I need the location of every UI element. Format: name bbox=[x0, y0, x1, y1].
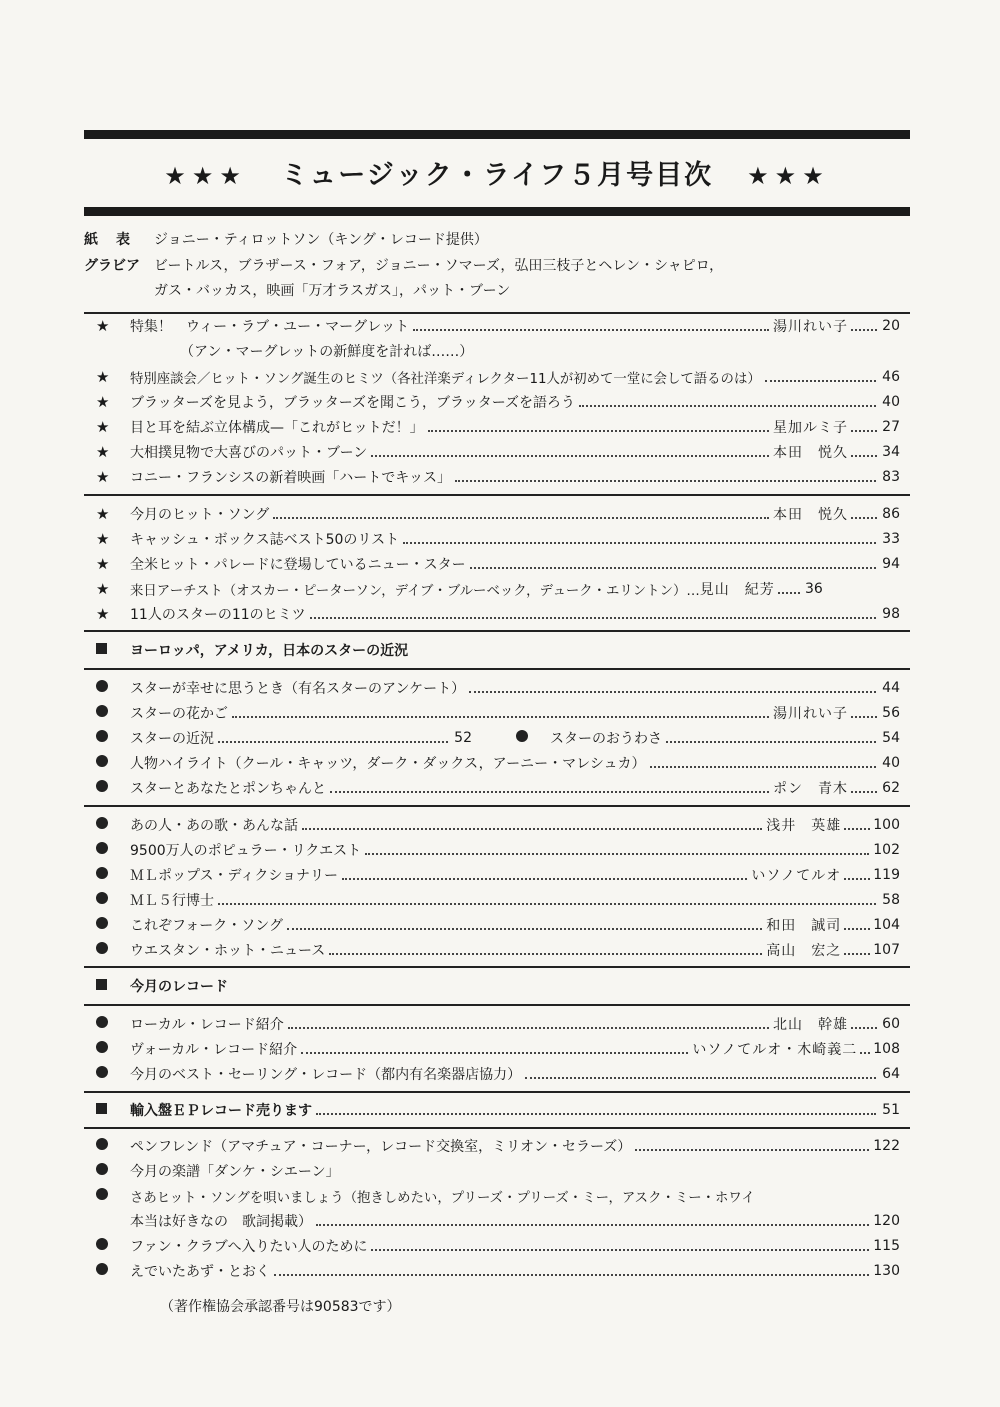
leader-dots bbox=[232, 715, 769, 718]
leader-dots bbox=[778, 591, 800, 594]
section-title: ヨーロッパ，アメリカ，日本のスターの近況 bbox=[130, 643, 409, 659]
entry-title: これぞフォーク・ソング bbox=[130, 918, 284, 934]
entry-page: 108 bbox=[873, 1041, 900, 1057]
entry-title: ヴォーカル・レコード紹介 bbox=[130, 1042, 298, 1058]
leader-dots bbox=[844, 827, 870, 830]
leader-dots bbox=[302, 827, 762, 830]
entry-title: えでいたあず・とおく bbox=[130, 1264, 270, 1280]
divider bbox=[84, 966, 910, 968]
entry-author: 高山 宏之 bbox=[766, 943, 842, 959]
section-header bbox=[96, 637, 900, 663]
cover-line bbox=[84, 227, 488, 253]
divider bbox=[84, 494, 910, 496]
circle-bullet-icon bbox=[96, 867, 130, 883]
gravure-label: グラビア bbox=[84, 258, 140, 274]
toc-entry[interactable] bbox=[96, 526, 900, 552]
circle-bullet-icon bbox=[96, 917, 130, 933]
leader-dots bbox=[274, 1273, 869, 1276]
entry-title: スターとあなたとポンちゃんと bbox=[130, 781, 326, 797]
toc-entry[interactable] bbox=[96, 912, 900, 938]
section-title: 輸入盤ＥＰレコード売ります bbox=[130, 1103, 312, 1119]
entry-page: 60 bbox=[882, 1016, 900, 1032]
leader-dots bbox=[403, 541, 876, 544]
entry-page: 44 bbox=[882, 680, 900, 696]
entry-author: 見山 紀芳 bbox=[699, 582, 775, 598]
toc-entry[interactable] bbox=[516, 725, 900, 751]
entry-page: 107 bbox=[873, 942, 900, 958]
entry-author: いソノてルオ bbox=[751, 868, 842, 884]
star-icon bbox=[96, 393, 130, 411]
leader-dots bbox=[218, 740, 448, 743]
square-bullet-icon bbox=[96, 642, 130, 658]
cover-label: 紙 表 bbox=[84, 232, 132, 248]
toc-entry[interactable] bbox=[96, 389, 900, 415]
circle-bullet-icon bbox=[96, 842, 130, 858]
circle-bullet-icon bbox=[516, 730, 550, 746]
entry-title: 9500万人のポピュラー・リクエスト bbox=[130, 843, 362, 859]
circle-bullet-icon bbox=[96, 1016, 130, 1032]
entry-title: 本当は好きなの 歌詞掲載） bbox=[130, 1214, 312, 1230]
square-bullet-icon bbox=[96, 1102, 130, 1118]
leader-dots bbox=[851, 328, 877, 331]
entry-page: 119 bbox=[873, 867, 900, 883]
entry-title: ファン・クラブへ入りたい人のために bbox=[130, 1239, 368, 1255]
entry-page: 62 bbox=[882, 780, 900, 796]
circle-bullet-icon bbox=[96, 1238, 130, 1254]
entry-page: 64 bbox=[882, 1066, 900, 1082]
entry-title: ペンフレンド（アマチュア・コーナー，レコード交換室，ミリオン・セラーズ） bbox=[130, 1139, 632, 1155]
entry-title: スターの近況 bbox=[130, 731, 214, 747]
entry-title: ＭＬポップス・ディクショナリー bbox=[130, 868, 339, 884]
entry-author: 浅井 英雄 bbox=[766, 818, 842, 834]
entry-page: 46 bbox=[882, 369, 900, 385]
title-text: ミュージック・ライフ５月号目次 bbox=[280, 160, 714, 191]
leader-dots bbox=[301, 1051, 688, 1054]
toc-entry[interactable] bbox=[96, 675, 900, 701]
entry-author: 本田 悦久 bbox=[773, 445, 848, 461]
toc-entry[interactable] bbox=[96, 414, 900, 440]
star-icon bbox=[96, 555, 130, 573]
toc-entry[interactable] bbox=[96, 576, 900, 602]
entry-author: 湯川れい子 bbox=[773, 706, 848, 722]
divider bbox=[84, 1004, 910, 1006]
circle-bullet-icon bbox=[96, 1188, 130, 1204]
leader-dots bbox=[316, 1112, 876, 1115]
toc-entry[interactable] bbox=[96, 464, 900, 490]
divider bbox=[84, 1127, 910, 1129]
toc-entry[interactable] bbox=[96, 1133, 900, 1159]
entry-page: 120 bbox=[873, 1213, 900, 1229]
leader-dots bbox=[316, 1223, 869, 1226]
toc-entry[interactable] bbox=[96, 725, 472, 751]
leader-dots bbox=[342, 877, 747, 880]
leader-dots bbox=[851, 454, 877, 457]
toc-entry[interactable] bbox=[96, 1158, 900, 1184]
circle-bullet-icon bbox=[96, 1138, 130, 1154]
entry-page: 27 bbox=[882, 419, 900, 435]
entry-page: 33 bbox=[882, 531, 900, 547]
toc-entry[interactable] bbox=[96, 1258, 900, 1284]
divider bbox=[84, 1091, 910, 1093]
entry-title: ローカル・レコード紹介 bbox=[130, 1017, 284, 1033]
toc-entry[interactable] bbox=[96, 501, 900, 527]
leader-dots bbox=[413, 328, 769, 331]
leader-dots bbox=[273, 516, 769, 519]
leader-dots bbox=[525, 1076, 876, 1079]
star-icon bbox=[96, 368, 130, 386]
square-bullet-icon bbox=[96, 978, 130, 994]
entry-page: 20 bbox=[882, 318, 900, 334]
divider bbox=[84, 668, 910, 670]
leader-dots bbox=[844, 927, 870, 930]
entry-title: ブラッターズを見よう，ブラッターズを聞こう，ブラッターズを語ろう bbox=[130, 395, 576, 411]
entry-subtitle: （アン・マーグレットの新鮮度を計れば……） bbox=[180, 344, 474, 360]
leader-dots bbox=[635, 1148, 869, 1151]
entry-title: スターの花かご bbox=[130, 706, 228, 722]
toc-entry[interactable] bbox=[96, 1061, 900, 1087]
section-header bbox=[96, 973, 900, 999]
star-icon bbox=[96, 580, 130, 598]
entry-title: さあヒット・ソングを唄いましょう（抱きしめたい，プリーズ・プリーズ・ミー，アスク・ミー・ホワイ bbox=[130, 1190, 755, 1206]
circle-bullet-icon bbox=[96, 1066, 130, 1082]
entry-title: 今月のベスト・セーリング・レコード（都内有名楽器店協力） bbox=[130, 1067, 522, 1083]
leader-dots bbox=[851, 429, 877, 432]
toc-entry[interactable] bbox=[96, 862, 900, 888]
leader-dots bbox=[287, 927, 762, 930]
entry-page: 102 bbox=[873, 842, 900, 858]
leader-dots bbox=[844, 952, 870, 955]
entry-title: 大相撲見物で大喜びのパット・ブーン bbox=[130, 445, 368, 461]
entry-page: 98 bbox=[882, 606, 900, 622]
toc-entry[interactable] bbox=[96, 1011, 900, 1037]
entry-author: 本田 悦久 bbox=[773, 507, 848, 523]
divider bbox=[84, 805, 910, 807]
entry-author: 星加ルミ子 bbox=[773, 420, 848, 436]
toc-entry[interactable] bbox=[96, 1183, 900, 1209]
entry-title: 全米ヒット・パレードに登場しているニュー・スター bbox=[130, 557, 466, 573]
toc-entry[interactable] bbox=[96, 601, 900, 627]
leader-dots bbox=[455, 479, 876, 482]
toc-entry[interactable] bbox=[96, 700, 900, 726]
star-icon bbox=[96, 530, 130, 548]
leader-dots bbox=[765, 379, 876, 382]
entry-page: 51 bbox=[882, 1102, 900, 1118]
entry-title: 11人のスターの11のヒミツ bbox=[130, 607, 306, 623]
toc-entry[interactable] bbox=[96, 837, 900, 863]
star-icon bbox=[96, 505, 130, 523]
entry-title: 今月のヒット・ソング bbox=[130, 507, 270, 523]
star-icon bbox=[96, 443, 130, 461]
entry-author: 北山 幹雄 bbox=[773, 1017, 848, 1033]
title-stars-right: ★★★ bbox=[747, 162, 830, 190]
entry-title: 今月の楽譜「ダンケ・シエーン」 bbox=[130, 1164, 340, 1180]
entry-author: いソノてルオ・木崎義二 bbox=[692, 1042, 858, 1058]
circle-bullet-icon bbox=[96, 817, 130, 833]
circle-bullet-icon bbox=[96, 1163, 130, 1179]
leader-dots bbox=[851, 516, 877, 519]
entry-page: 115 bbox=[873, 1238, 900, 1254]
entry-title: 人物ハイライト（クール・キャッツ，ダーク・ダックス，アーニー・マレシュカ） bbox=[130, 756, 646, 772]
leader-dots bbox=[218, 902, 876, 905]
leader-dots bbox=[851, 715, 877, 718]
circle-bullet-icon bbox=[96, 705, 130, 721]
entry-title: キャッシュ・ボックス誌ベスト50のリスト bbox=[130, 532, 400, 548]
star-icon bbox=[96, 605, 130, 623]
leader-dots bbox=[650, 765, 876, 768]
entry-page: 100 bbox=[873, 817, 900, 833]
toc-entry[interactable] bbox=[96, 1233, 900, 1259]
gravure-text-2: ガス・バッカス，映画「万才ラスガス」，パット・ブーン bbox=[154, 283, 511, 299]
entry-title: 特集！ ウィー・ラブ・ユー・マーグレット bbox=[130, 319, 410, 335]
circle-bullet-icon bbox=[96, 1263, 130, 1279]
circle-bullet-icon bbox=[96, 780, 130, 796]
toc-entry[interactable] bbox=[96, 364, 900, 390]
leader-dots bbox=[470, 566, 876, 569]
leader-dots bbox=[371, 1248, 869, 1251]
entry-page: 40 bbox=[882, 755, 900, 771]
toc-entry[interactable] bbox=[96, 887, 900, 913]
page-title bbox=[84, 152, 910, 200]
leader-dots bbox=[851, 1026, 877, 1029]
section-title: 今月のレコード bbox=[130, 979, 228, 995]
leader-dots bbox=[860, 1051, 870, 1054]
leader-dots bbox=[329, 952, 762, 955]
entry-title: スターのおうわさ bbox=[550, 731, 662, 747]
entry-title: 目と耳を結ぶ立体構成—「これがヒットだ！」 bbox=[130, 420, 424, 436]
entry-author: ポン 青木 bbox=[773, 781, 848, 797]
copyright-note: （著作権協会承認番号は90583です） bbox=[160, 1299, 401, 1315]
entry-page: 40 bbox=[882, 394, 900, 410]
star-icon bbox=[96, 418, 130, 436]
title-stars-left: ★★★ bbox=[164, 162, 247, 190]
gravure-text-1: ビートルス，ブラザース・フォア，ジョニー・ソマーズ，弘田三枝子とヘレン・シャピロ， bbox=[154, 258, 724, 274]
circle-bullet-icon bbox=[96, 755, 130, 771]
circle-bullet-icon bbox=[96, 942, 130, 958]
entry-title: あの人・あの歌・あんな話 bbox=[130, 818, 298, 834]
entry-page: 130 bbox=[873, 1263, 900, 1279]
leader-dots bbox=[579, 404, 876, 407]
toc-entry[interactable] bbox=[96, 812, 900, 838]
entry-page: 86 bbox=[882, 506, 900, 522]
entry-title: 特別座談会／ヒット・ソング誕生のヒミツ（各社洋楽ディレクター11人が初めて一堂に会して語るのは） bbox=[130, 371, 761, 387]
toc-entry[interactable] bbox=[96, 439, 900, 465]
circle-bullet-icon bbox=[96, 892, 130, 908]
toc-entry[interactable] bbox=[96, 937, 900, 963]
title-bottom-rule bbox=[84, 207, 910, 216]
leader-dots bbox=[330, 790, 769, 793]
circle-bullet-icon bbox=[96, 680, 130, 696]
cover-text: ジョニー・ティロットソン（キング・レコード提供） bbox=[154, 232, 488, 248]
entry-title: ウエスタン・ホット・ニュース bbox=[130, 943, 326, 959]
entry-title: スターが幸せに思うとき（有名スターのアンケート） bbox=[130, 681, 466, 697]
star-icon bbox=[96, 468, 130, 486]
divider bbox=[84, 630, 910, 632]
entry-title: 来日アーチスト（オスカー・ピーターソン，デイブ・ブルーベック，デューク・エリントン）… bbox=[130, 583, 700, 599]
toc-entry[interactable] bbox=[96, 1036, 900, 1062]
gravure-line bbox=[84, 253, 723, 279]
star-icon bbox=[96, 317, 130, 335]
entry-title: コニー・フランシスの新着映画「ハートでキッス」 bbox=[130, 470, 451, 486]
entry-page: 83 bbox=[882, 469, 900, 485]
leader-dots bbox=[288, 1026, 769, 1029]
leader-dots bbox=[666, 740, 876, 743]
toc-entry[interactable] bbox=[96, 750, 900, 776]
toc-entry[interactable] bbox=[96, 551, 900, 577]
gravure-line-2 bbox=[154, 278, 510, 304]
top-rule bbox=[84, 130, 910, 139]
leader-dots bbox=[428, 429, 769, 432]
entry-page: 58 bbox=[882, 892, 900, 908]
leader-dots bbox=[469, 690, 876, 693]
entry-page: 94 bbox=[882, 556, 900, 572]
toc-entry-continued[interactable] bbox=[96, 1208, 900, 1234]
entry-page: 122 bbox=[873, 1138, 900, 1154]
entry-page: 34 bbox=[882, 444, 900, 460]
entry-author: 湯川れい子 bbox=[773, 319, 848, 335]
entry-page: 52 bbox=[454, 730, 472, 746]
leader-dots bbox=[844, 877, 870, 880]
entry-author: 和田 誠司 bbox=[766, 918, 842, 934]
leader-dots bbox=[851, 790, 877, 793]
entry-title: ＭＬ５行博士 bbox=[130, 893, 214, 909]
circle-bullet-icon bbox=[96, 1041, 130, 1057]
entry-page: 104 bbox=[873, 917, 900, 933]
entry-page: 56 bbox=[882, 705, 900, 721]
section-header[interactable] bbox=[96, 1097, 900, 1123]
entry-page: 54 bbox=[882, 730, 900, 746]
leader-dots bbox=[365, 852, 869, 855]
toc-entry[interactable] bbox=[96, 775, 900, 801]
leader-dots bbox=[371, 454, 769, 457]
entry-page: 36 bbox=[804, 581, 823, 597]
leader-dots bbox=[310, 616, 876, 619]
toc-entry[interactable] bbox=[96, 313, 900, 339]
circle-bullet-icon bbox=[96, 730, 130, 746]
